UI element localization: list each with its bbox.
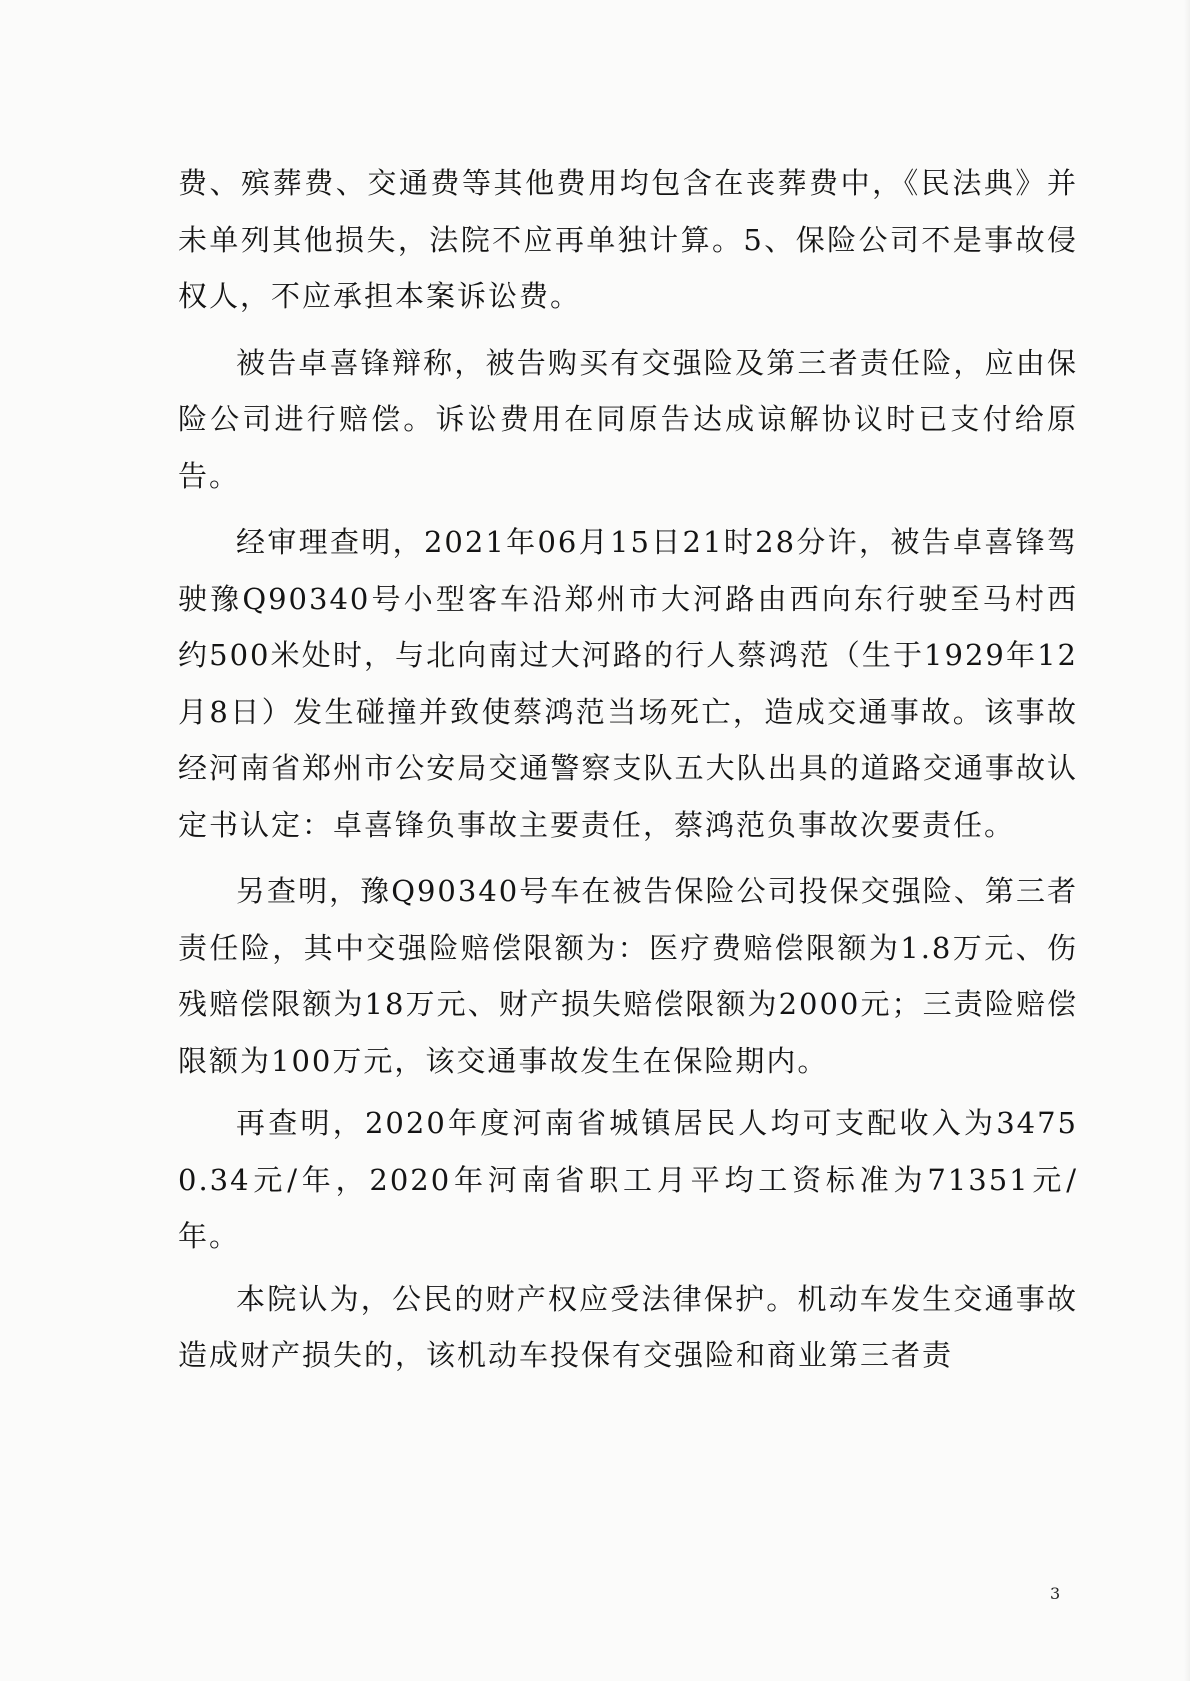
paragraph-insurance-facts: 另查明，豫Q90340号车在被告保险公司投保交强险、第三者责任险，其中交强险赔偿限额为：医疗费赔偿限额为1.8万元、伤残赔偿限额为18万元、财产损失赔偿限额为2000元；三责险赔偿限额为100万元，该交通事故发生在保险期内。 [178,874,1078,1078]
paragraph-facts-found: 经审理查明，2021年06月15日21时28分许，被告卓喜锋驾驶豫Q90340号小型客车沿郑州市大河路由西向东行驶至马村西约500米处时，与北向南过大河路的行人蔡鸿范（生于1929年12月8日）发生碰撞并致使蔡鸿范当场死亡，造成交通事故。该事故经河南省郑州市公安局交通警察支队五大队出具的道路交通事故认定书认定：卓喜锋负事故主要责任，蔡鸿范负事故次要责任。 [178,525,1078,842]
document-body [178,155,1078,1384]
scan-edge-shadow [1184,0,1190,1681]
paragraph-income-facts: 再查明，2020年度河南省城镇居民人均可支配收入为34750.34元/年，2020年河南省职工月平均工资标准为71351元/年。 [178,1106,1078,1253]
paragraph-defendant-statement: 被告卓喜锋辩称，被告购买有交强险及第三者责任险，应由保险公司进行赔偿。诉讼费用在同原告达成谅解协议时已支付给原告。 [178,345,1078,493]
page-number: 3 [1050,1584,1061,1603]
paragraph-defense-continued: 费、殡葬费、交通费等其他费用均包含在丧葬费中，《民法典》并未单列其他损失，法院不应再单独计算。5、保险公司不是事故侵权人，不应承担本案诉讼费。 [178,166,1078,313]
paragraph-court-opinion: 本院认为，公民的财产权应受法律保护。机动车发生交通事故造成财产损失的，该机动车投保有交强险和商业第三者责 [178,1281,1078,1372]
